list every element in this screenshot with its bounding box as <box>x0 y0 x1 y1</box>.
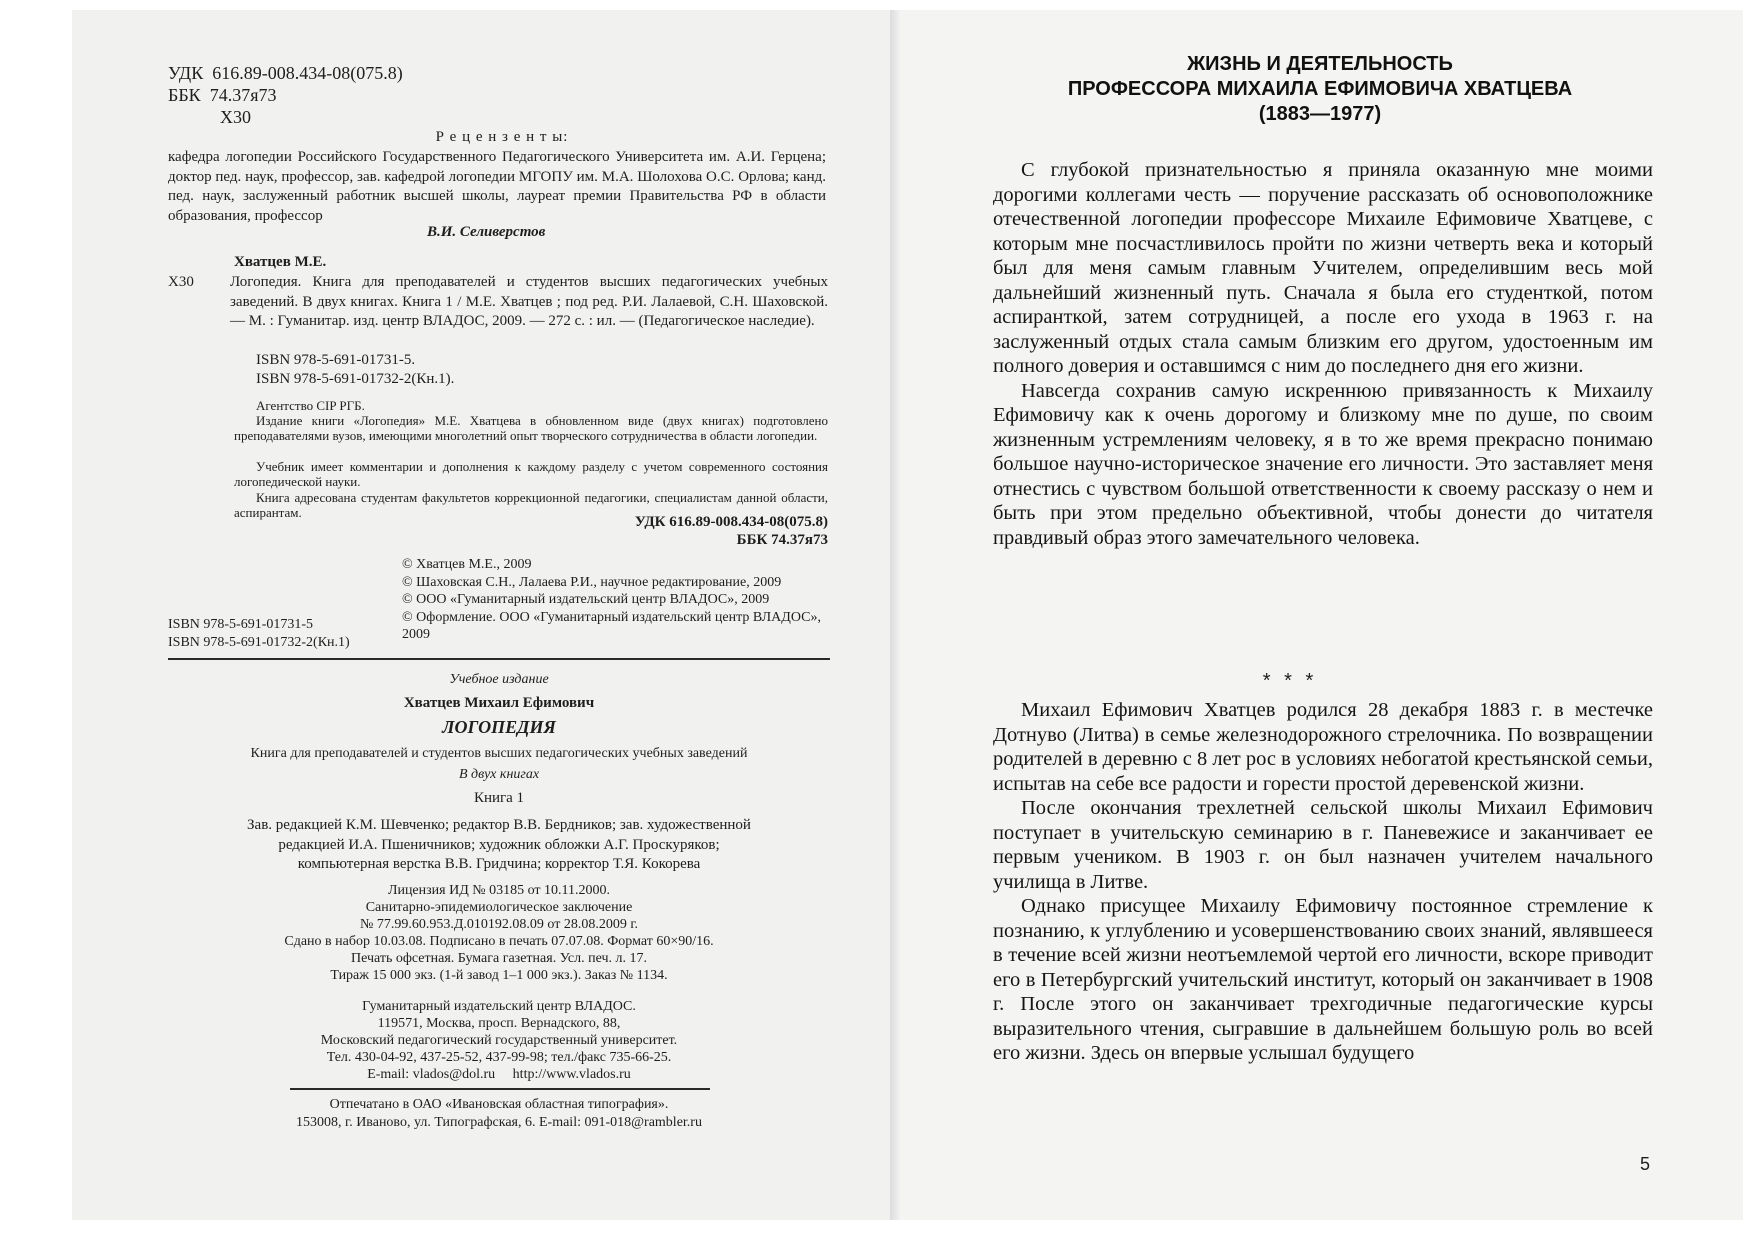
heading-line-2: ПРОФЕССОРА МИХАИЛА ЕФИМОВИЧА ХВАТЦЕВА <box>1067 78 1573 100</box>
agency: Агентство CIP РГБ. <box>256 398 365 413</box>
paragraph: С глубокой признательностью я приняла оказанную мне моими дорогими коллегами честь — поручение рассказать об основоположнике отечественной логопедии профессоре Михаиле Ефимовиче Хватцеве, с которым мне посчастливилось пройти по жизни четверть века и который был для меня самым главным Учителем, определившим весь мой дальнейший жизненный путь. Сначала я была его студенткой, потом аспиранткой, затем сотрудницей, а после его ухода в 1963 г. на заслуженный отдых стала самым близким его другом, удостоенным им полного доверия и оставшимся с ним до последнего дня его жизни. <box>993 159 1653 377</box>
license: Лицензия ИД № 03185 от 10.11.2000. <box>387 883 611 898</box>
right-page <box>900 10 1743 1220</box>
sanitary-1: Санитарно-эпидемиологическое заключение <box>365 900 633 915</box>
editors-line: редакцией И.А. Пшеничников; художник обложки А.Г. Проскуряков; <box>278 836 720 853</box>
catalog-isbn-1: ISBN 978-5-691-01731-5. <box>256 352 416 368</box>
udk-bottom-line: УДК 616.89-008.434-08(075.8) <box>634 514 828 530</box>
catalog-entry: Логопедия. Книга для преподавателей и студентов высших педагогических учебных заведений. В двух книгах. Книга 1 / М.Е. Хватцев ; под ред. Р.И. Лалаевой, С.Н. Шаховской. — М. : Гуманитар. изд. центр ВЛАДОС, 2009. — 272 с. : ил. — (Педагогическое наследие). <box>230 274 828 329</box>
publisher-line: E-mail: vlados@dol.ru http://www.vlados.ru <box>367 1067 631 1082</box>
bbk-value: 74.37я73 <box>209 85 277 105</box>
print-info-2: Печать офсетная. Бумага газетная. Усл. печ. л. 17. <box>350 951 648 966</box>
bbk-bottom-line: ББК 74.37я73 <box>736 532 828 548</box>
annotation-2: Учебник имеет комментарии и дополнения к каждому разделу с учетом современного состояния логопедической науки. <box>234 459 828 490</box>
page-number: 5 <box>1640 1154 1651 1174</box>
left-page <box>72 10 890 1220</box>
printed-block <box>168 1096 830 1132</box>
intro-text <box>993 158 1653 550</box>
publisher-block <box>168 998 830 1083</box>
chapter-heading <box>1000 52 1640 127</box>
copyright-line: © Хватцев М.Е., 2009 <box>402 557 532 572</box>
editors-line: компьютерная верстка В.В. Гридчина; корректор Т.Я. Кокорева <box>297 856 701 872</box>
reviewer-last: В.И. Селиверстов <box>427 224 546 240</box>
catalog-isbn-2: ISBN 978-5-691-01732-2(Кн.1). <box>256 371 455 387</box>
udk-block <box>168 62 403 128</box>
biography-text <box>993 698 1653 1066</box>
isbn-left-block <box>168 616 350 651</box>
reviewers-title: Р е ц е н з е н т ы: <box>435 129 569 145</box>
copyright-line: © Шаховская С.Н., Лалаева Р.И., научное редактирование, 2009 <box>402 574 782 590</box>
book-number: Книга 1 <box>473 790 525 806</box>
publisher-line: Тел. 430-04-92, 437-25-52, 437-99-98; тел./факс 735-66-25. <box>326 1050 672 1065</box>
paragraph: Однако присущее Михаилу Ефимовичу постоянное стремление к познанию, к углублению и усовершенствованию своих знаний, являвшееся в течение всей жизни неотъемлемой чертой его личности, вскоре приводит его в Петербургский учительский институт, который он заканчивает в 1908 г. После этого он заканчивает трехгодичные педагогические курсы выразительного чтения, сыгравшие в дальнейшем большую роль во всей его жизни. Здесь он впервые услышал будущего <box>993 895 1653 1064</box>
book-subtitle: Книга для преподавателей и студентов высших педагогических учебных заведений <box>250 746 748 761</box>
sanitary-2: № 77.99.60.953.Д.010192.08.09 от 28.08.2009 г. <box>359 917 638 932</box>
publisher-line: Московский педагогический государственный университет. <box>320 1033 678 1048</box>
annotation-3: Книга адресована студентам факультетов коррекционной педагогики, специалистам данной области, аспирантам. <box>234 490 828 521</box>
udk-value: 616.89-008.434-08(075.8) <box>212 63 403 83</box>
book-title: ЛОГОПЕДИЯ <box>442 717 556 737</box>
divider-line <box>168 658 830 660</box>
divider-line-bottom <box>290 1088 710 1090</box>
editors-line: Зав. редакцией К.М. Шевченко; редактор В.В. Бердников; зав. художественной <box>247 817 751 833</box>
paragraph: Михаил Ефимович Хватцев родился 28 декабря 1883 г. в местечке Дотнуво (Литва) в семье железнодорожного стрелочника. По возвращении родителей в деревню с 8 лет рос в условиях небогатой крестьянской семьи, испытав на себе все радости и горести простой деревенской жизни. <box>993 699 1653 795</box>
print-info-3: Тираж 15 000 экз. (1-й завод 1–1 000 экз.). Заказ № 1134. <box>330 968 668 983</box>
paragraph: Навсегда сохранив самую искреннюю привязанность к Михаилу Ефимовичу как к очень дорогому и близкому мне по душе, по своим жизненным устремлениям человеку, я в то же время прекрасно понимаю большое научно-историческое значение его личности. Это заставляет меня отнестись с чувством большой ответственности к своему рассказу о нем и быть при этом предельно объективной, чтобы донести до читателя правдивый образ этого замечательного человека. <box>993 379 1653 549</box>
isbn-left-1: ISBN 978-5-691-01731-5 <box>168 617 314 632</box>
publisher-line: Гуманитарный издательский центр ВЛАДОС. <box>362 999 636 1014</box>
printed-line: Отпечатано в ОАО «Ивановская областная типография». <box>329 1097 669 1112</box>
section-separator: * * * <box>1262 670 1318 692</box>
paragraph: После окончания трехлетней сельской школы Михаил Ефимович поступает в учительскую семинарию в г. Паневежисе и заканчивает ее первым учеником. В 1903 г. он был назначен учителем начального училища в Литве. <box>993 797 1653 893</box>
edition-type: Учебное издание <box>449 672 549 687</box>
author-full: Хватцев Михаил Ефимович <box>403 695 595 711</box>
heading-line-1: ЖИЗНЬ И ДЕЯТЕЛЬНОСТЬ <box>1187 53 1453 75</box>
isbn-left-2: ISBN 978-5-691-01732-2(Кн.1) <box>168 634 350 650</box>
copyright-block <box>402 556 828 644</box>
printed-line: 153008, г. Иваново, ул. Типографская, 6. E-mail: 091-018@rambler.ru <box>296 1115 702 1130</box>
catalog-mark: Х30 <box>168 274 194 290</box>
author-mark: Х30 <box>220 107 251 127</box>
copyright-line: © Оформление. ООО «Гуманитарный издательский центр ВЛАДОС», 2009 <box>402 609 821 642</box>
annotation-1: Издание книги «Логопедия» М.Е. Хватцева в обновленном виде (двух книгах) подготовлено преподавателями вузов, имеющими многолетний опыт творческого сотрудничества в области логопедии. <box>234 413 828 444</box>
edition-block <box>168 670 830 810</box>
udk-bottom <box>532 513 828 549</box>
book-gutter <box>890 10 900 1220</box>
catalog-author: Хватцев М.Е. <box>234 254 327 270</box>
license-block <box>168 882 830 984</box>
reviewers-text: кафедра логопедии Российского Государственного Педагогического Университета им. А.И. Герцена; доктор пед. наук, профессор, зав. кафедрой логопедии МГОПУ им. М.А. Шолохова О.С. Орлова; канд. пед. наук, заслуженный работник высшей школы, лауреат премии Правительства РФ в области образования, профессор <box>168 149 826 224</box>
print-info-1: Сдано в набор 10.03.08. Подписано в печать 07.07.08. Формат 60×90/16. <box>284 934 714 949</box>
publisher-line: 119571, Москва, просп. Вернадского, 88, <box>377 1016 621 1031</box>
editors-block <box>168 816 830 875</box>
udk-label: УДК <box>168 63 204 83</box>
volumes: В двух книгах <box>458 767 540 782</box>
bbk-label: ББК <box>168 85 201 105</box>
copyright-line: © ООО «Гуманитарный издательский центр ВЛАДОС», 2009 <box>402 592 770 607</box>
heading-line-3: (1883—1977) <box>1258 103 1382 125</box>
